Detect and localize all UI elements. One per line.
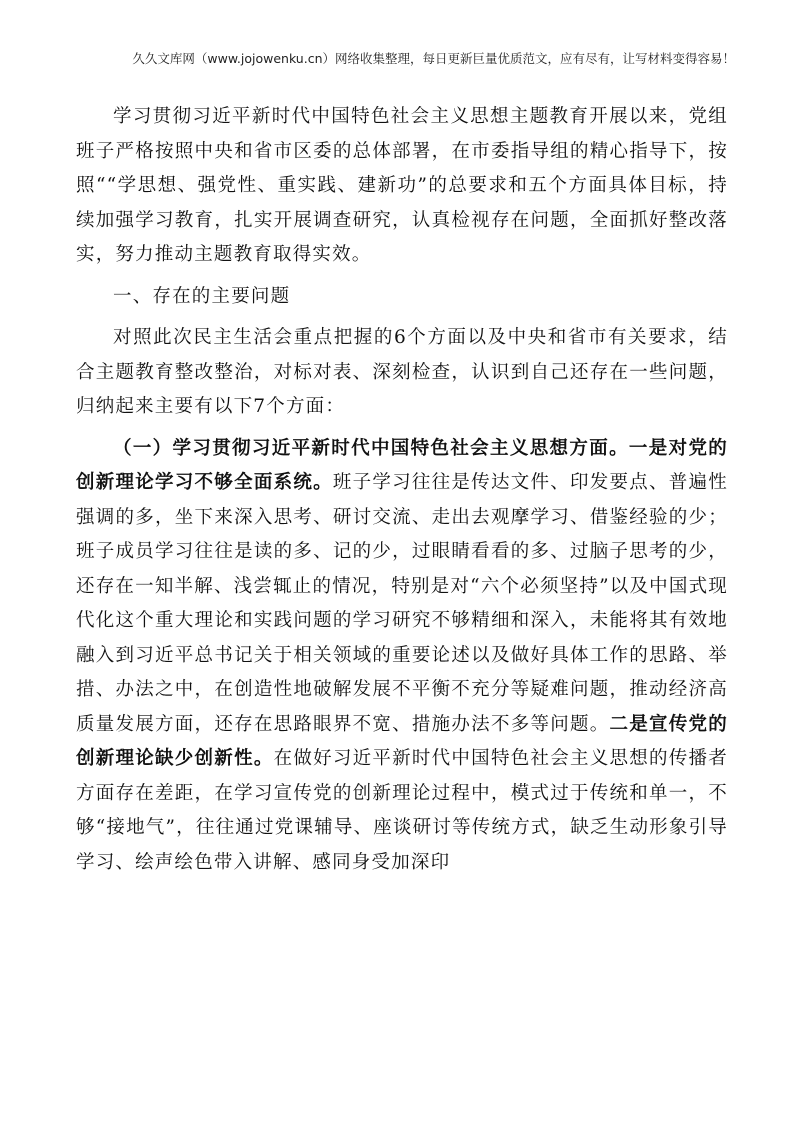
item-paragraph — [76, 432, 728, 881]
point-title: 二是宣传党的创新理论缺少创新性。 — [76, 713, 728, 769]
document-body — [76, 100, 728, 880]
item-title: （一）学习贯彻习近平新时代中国特色社会主义思想方面。 — [113, 437, 629, 459]
point-title: 一是对党的创新理论学习不够全面系统。 — [76, 437, 728, 493]
point-body: 班子学习往往是传达文件、印发要点、普遍性强调的多，坐下来深入思考、研讨交流、走出去观摩学习、借鉴经验的少；班子成员学习往往是读的多、记的少，过眼睛看看的多、过脑子思考的少，还存在一知半解、浅尝辄止的情况，特别是对“六个必须坚持”以及中国式现代化这个重大理论和实践问题的学习研究不够精细和深入，未能将其有效地融入到习近平总书记关于相关领域的重要论述以及做好具体工作的思路、举措、办法之中，在创造性地破解发展不平衡不充分等疑难问题，推动经济高质量发展方面，还存在思路眼界不宽、措施办法不多等问题。 — [76, 472, 728, 735]
section-heading: 一、存在的主要问题 — [113, 285, 291, 307]
point-body: 在做好习近平新时代中国特色社会主义思想的传播者方面存在差距，在学习宣传党的创新理论过程中，模式过于传统和单一，不够“接地气”，往往通过党课辅导、座谈研讨等传统方式，缺乏生动形象引导学习、绘声绘色带入讲解、感同身受加深印 — [76, 748, 728, 873]
page-header: 久久文库网（www.jojowenku.cn）网络收集整理，每日更新巨量优质范文，应有尽有，让写材料变得容易！ — [132, 51, 735, 66]
section-paragraph: 对照此次民主生活会重点把握的6个方面以及中央和省市有关要求，结合主题教育整改整治，对标对表、深刻检查，认识到自己还存在一些问题，归纳起来主要有以下7个方面： — [76, 327, 728, 417]
intro-paragraph: 学习贯彻习近平新时代中国特色社会主义思想主题教育开展以来，党组班子严格按照中央和省市区委的总体部署，在市委指导组的精心指导下，按照““学思想、强党性、重实践、建新功”的总要求和五个方面具体目标，持续加强学习教育，扎实开展调查研究，认真检视存在问题，全面抓好整改落实，努力推动主题教育取得实效。 — [76, 106, 728, 265]
